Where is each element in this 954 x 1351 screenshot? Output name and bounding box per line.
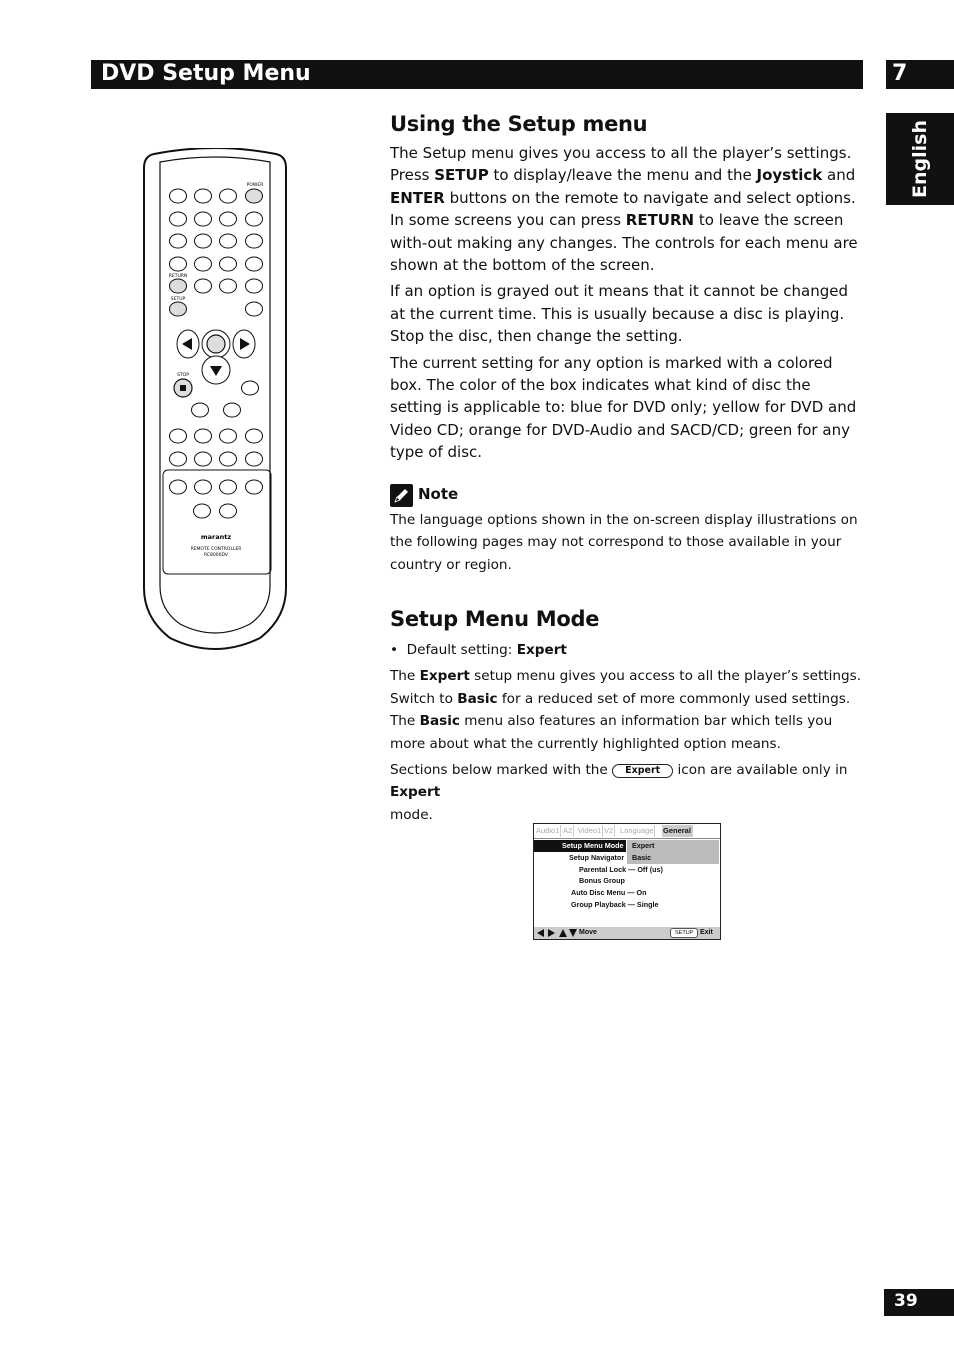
remote-brand-logo: marantz xyxy=(200,533,232,541)
remote-button-icon xyxy=(170,429,187,443)
page-number-box xyxy=(884,1289,954,1316)
text-span: Sections below marked with the xyxy=(390,762,613,779)
bullet-value: Expert xyxy=(516,642,567,658)
remote-button-icon xyxy=(170,257,187,271)
section-header-bar xyxy=(91,60,863,89)
remote-button-icon xyxy=(220,189,237,203)
text-span: for a reduced set of more commonly used settings. The xyxy=(390,690,851,730)
remote-button-icon xyxy=(170,480,187,494)
osd-menu-item: Bonus Group xyxy=(579,876,625,885)
remote-button-icon xyxy=(220,504,237,518)
note-body xyxy=(390,509,862,576)
osd-footer-exit: Exit xyxy=(700,929,713,936)
osd-footer-setup-key: SETUP xyxy=(670,928,698,938)
remote-button-icon xyxy=(220,429,237,443)
remote-button-icon xyxy=(246,429,263,443)
osd-menu-item: Auto Disc Menu — On xyxy=(571,888,647,897)
remote-button-icon xyxy=(246,302,263,316)
bold-term: RETURN xyxy=(625,211,695,230)
note-text: The language options shown in the on-screen display illustrations on the following pages may not correspond to those available in your country or region. xyxy=(390,512,858,573)
osd-menu-item: Parental Lock — Off (us) xyxy=(579,865,663,874)
remote-button-icon xyxy=(246,212,263,226)
language-tab-label: English xyxy=(909,120,931,198)
remote-button-icon xyxy=(194,504,211,518)
remote-button-icon xyxy=(195,429,212,443)
bold-term: Basic xyxy=(457,690,498,707)
text-span: to display/leave the menu and the xyxy=(488,166,757,185)
body-paragraph xyxy=(390,142,862,276)
osd-tab: Language xyxy=(620,826,654,835)
text-span: to leave the screen with-out making any changes. The controls for each menu are shown at the bottom of the screen. xyxy=(390,211,858,275)
text-span: icon are available only in xyxy=(673,762,848,779)
remote-button-icon xyxy=(220,212,237,226)
remote-setup-button-icon xyxy=(170,302,187,316)
osd-tab: Video1 xyxy=(578,826,602,835)
text-span: and xyxy=(822,166,856,185)
text-span: The Setup menu gives you access to all the player’s settings. Press xyxy=(390,144,852,185)
remote-button-icon xyxy=(192,403,209,417)
remote-button-icon xyxy=(170,234,187,248)
osd-tab-bar xyxy=(534,824,720,838)
osd-setup-menu-screen xyxy=(533,823,721,940)
remote-button-icon xyxy=(220,452,237,466)
remote-button-icon xyxy=(195,480,212,494)
osd-tab: General xyxy=(663,826,691,835)
osd-tab: A2 xyxy=(563,826,573,835)
chapter-number-box xyxy=(886,60,954,89)
remote-button-icon xyxy=(246,257,263,271)
section-setup-menu-mode xyxy=(390,607,862,826)
body-paragraph: The current setting for any option is marked with a colored box. The color of the box indicates what kind of disc the setting is applicable to: blue for DVD only; yellow for DVD and Video CD; orange for DVD-Audio and SACD/CD; green for any type of disc. xyxy=(390,353,857,462)
remote-button-icon xyxy=(220,234,237,248)
osd-tab: Audio1 xyxy=(536,826,560,835)
remote-button-icon xyxy=(246,452,263,466)
remote-model-line1: REMOTE CONTROLLER xyxy=(190,547,242,552)
page-number: 39 xyxy=(894,1291,918,1311)
remote-button-icon xyxy=(170,189,187,203)
bold-term: Basic xyxy=(419,713,460,730)
osd-footer-move: Move xyxy=(579,929,597,936)
text-span: The xyxy=(390,668,420,685)
remote-enter-button-icon xyxy=(207,335,225,353)
section-heading: Using the Setup menu xyxy=(390,112,648,136)
text-span: mode. xyxy=(390,806,433,823)
default-setting-bullet: • Default setting: Expert xyxy=(390,642,567,658)
remote-button-icon xyxy=(246,279,263,293)
remote-button-icon xyxy=(170,452,187,466)
note-label: Note xyxy=(418,485,459,503)
osd-arrow-keys-icon xyxy=(537,929,577,937)
osd-menu-option: Basic xyxy=(632,853,652,862)
bold-term: Joystick xyxy=(756,166,823,185)
remote-button-icon xyxy=(246,480,263,494)
remote-button-icon xyxy=(195,279,212,293)
pencil-note-icon xyxy=(390,484,413,507)
osd-menu-item: Setup Navigator xyxy=(569,853,625,862)
section-using-setup-menu xyxy=(390,112,862,464)
remote-button-icon xyxy=(224,403,241,417)
remote-button-icon xyxy=(220,279,237,293)
remote-power-button-icon xyxy=(246,189,263,203)
expert-badge-icon: Expert xyxy=(612,764,673,778)
remote-button-icon xyxy=(195,452,212,466)
remote-button-icon xyxy=(220,480,237,494)
remote-button-icon xyxy=(170,212,187,226)
remote-button-icon xyxy=(242,381,259,395)
remote-button-icon xyxy=(246,234,263,248)
bold-term: ENTER xyxy=(390,188,445,207)
osd-menu-item: Setup Menu Mode xyxy=(562,841,624,850)
remote-control-illustration xyxy=(140,148,290,658)
osd-menu-option: Expert xyxy=(632,841,655,850)
remote-setup-label: SETUP xyxy=(170,297,186,302)
bold-term: Expert xyxy=(419,668,470,685)
body-paragraph: If an option is grayed out it means that it cannot be changed at the current time. This is usually because a disc is playing. Stop the disc, then change the setting. xyxy=(390,282,849,346)
remote-model-line2: RC8000DV xyxy=(204,553,228,558)
bold-term: SETUP xyxy=(434,166,489,185)
section-title: DVD Setup Menu xyxy=(101,61,311,86)
body-paragraph xyxy=(390,759,862,826)
section-heading: Setup Menu Mode xyxy=(390,607,600,631)
text-span: setup menu gives you access to all the player’s settings. Switch to xyxy=(390,668,862,707)
bullet-prefix: Default setting: xyxy=(406,642,517,658)
remote-stop-label: STOP xyxy=(177,373,189,378)
text-span: menu also features an information bar which tells you more about what the currently highlighted option means. xyxy=(390,713,833,752)
osd-tab: V2 xyxy=(604,826,614,835)
text-span: Expert xyxy=(390,784,441,801)
remote-button-icon xyxy=(195,234,212,248)
chapter-number: 7 xyxy=(892,61,908,86)
text-span: buttons on the remote to navigate and select options. In some screens you can press xyxy=(390,188,856,230)
remote-power-label: POWER xyxy=(246,183,264,188)
remote-button-icon xyxy=(195,212,212,226)
language-tab xyxy=(886,113,954,205)
remote-button-icon xyxy=(195,257,212,271)
remote-return-label: RETURN xyxy=(168,274,188,279)
remote-button-icon xyxy=(195,189,212,203)
remote-button-icon xyxy=(220,257,237,271)
osd-footer xyxy=(534,927,720,939)
osd-menu-item: Group Playback — Single xyxy=(571,900,659,909)
remote-return-button-icon xyxy=(170,279,187,293)
body-paragraph xyxy=(390,665,862,755)
